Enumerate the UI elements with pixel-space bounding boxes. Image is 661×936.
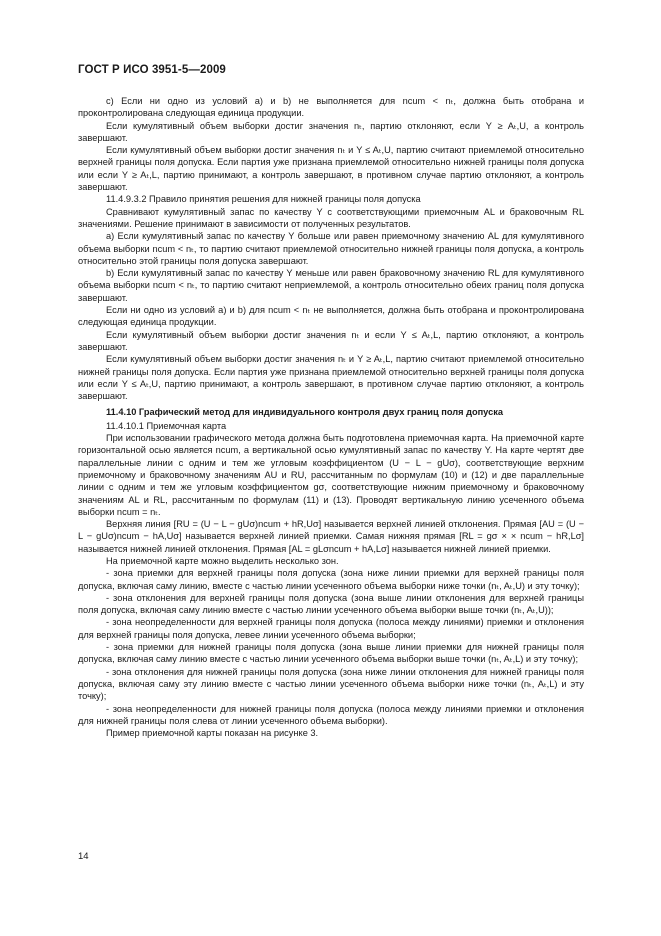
paragraph: Если кумулятивный объем выборки достиг значения nₜ, партию отклоняют, если Y ≥ Aₜ,U, а контроль завершают. xyxy=(78,120,584,143)
subsection-title: 11.4.10.1 Приемочная карта xyxy=(106,420,227,431)
paragraph: b) Если кумулятивный запас по качеству Y меньше или равен браковочному значению RL для кумулятивного объема выборки nсum < nₜ, то партию считают неприемлемой, а контроль относительно обеих границ поля допуска завершают. xyxy=(78,268,584,303)
paragraph: На приемочной карте можно выделить несколько зон. xyxy=(106,555,339,566)
page-number: 14 xyxy=(78,851,89,862)
paragraph: Если кумулятивный объем выборки достиг значения nₜ и если Y ≤ Aₜ,L, партию отклоняют, а контроль завершают. xyxy=(78,329,584,352)
paragraph: a) Если кумулятивный запас по качеству Y больше или равен приемочному значению AL для кумулятивного объема выборки nсum < nₜ, то партию считают приемлемой относительно нижней границы поля допуска, а контроль относительно этой границы поля допуска завершают. xyxy=(78,231,584,266)
document-body xyxy=(78,95,584,739)
paragraph: c) Если ни одно из условий a) и b) не выполняется для nсum < nₜ, должна быть отобрана и проконтролирована следующая единица продукции. xyxy=(78,96,584,119)
paragraph: Верхняя линия [RU = (U − L − gUσ)nсum + hR,Uσ] называется верхней линией отклонения. Прямая [AU = (U − L − gUσ)nсum − hA,Uσ] называется верхней линией приемки. Самая нижняя прямая [RL = gσ × × nсum − hR,Lσ] называется нижней линией отклонения. Прямая [AL = gLσnсum + hA,Lσ] называется нижней линией приемки. xyxy=(78,519,584,554)
paragraph: Пример приемочной карты показан на рисунке 3. xyxy=(106,728,319,739)
subsection-title: 11.4.9.3.2 Правило принятия решения для нижней границы поля допуска xyxy=(106,194,421,205)
document-header: ГОСТ Р ИСО 3951-5—2009 xyxy=(78,64,226,76)
paragraph: Если кумулятивный объем выборки достиг значения nₜ и Y ≤ Aₜ,U, партию считают приемлемой относительно верхней границы поля допуска. Если партия уже признана приемлемой относительно нижней границы поля допуска или если Y ≥ Aₜ,L, партию принимают, а контроль завершают, в противном случае партию отклоняют, а контроль завершают. xyxy=(78,145,584,193)
paragraph: Если ни одно из условий a) и b) для nсum < nₜ не выполняется, должна быть отобрана и проконтролирована следующая единица продукции. xyxy=(78,305,584,328)
list-item: - зона отклонения для нижней границы поля допуска (зона ниже линии отклонения для нижней границы поля допуска, включая саму эту линию вместе с частью линии усеченного объема выборки ниже точки (nₜ, Aₜ,L) и эту точку); xyxy=(78,666,584,702)
list-item: - зона неопределенности для нижней границы поля допуска (полоса между линиями приемки и отклонения для нижней границы поля слева от линии усеченного объема выборки). xyxy=(78,703,584,726)
paragraph: При использовании графического метода должна быть подготовлена приемочная карта. На приемочной карте горизонтальной осью является nсum, а вертикальной осью кумулятивный запас по качеству Y. На карте чертят две параллельные линии с одним и тем же угловым коэффициентом (U − L − gUσ), соответствующие верхним приемочному и браковочному значениям AU и RU, рассчитанным по формулам (10) и (12) и две параллельные линии с одним и тем же угловым коэффициентом gσ, соответствующие нижним приемочному и браковочному значениям AL и RL, рассчитанным по формулам (11) и (13). Проводят вертикальную линию усеченного объема выборки nсum = nₜ. xyxy=(78,433,584,517)
list-item: - зона приемки для верхней границы поля допуска (зона ниже линии приемки для верхней границы поля допуска, включая саму линию, вместе с частью линии усеченного объема выборки ниже точки (nₜ, Aₜ,U) и эту точку); xyxy=(78,568,584,591)
list-item: - зона приемки для нижней границы поля допуска (зона выше линии приемки для нижней границы поля допуска, включая саму линию вместе с частью линии усеченного объема выборки выше точки (nₜ, Aₜ,L) и эту точку); xyxy=(78,642,584,665)
list-item: - зона неопределенности для верхней границы поля допуска (полоса между линиями) приемки и отклонения для верхней границы поля допуска, левее линии усеченного объема выборки; xyxy=(78,617,584,640)
section-heading: 11.4.10 Графический метод для индивидуального контроля двух границ поля допуска xyxy=(106,407,504,418)
paragraph: Если кумулятивный объем выборки достиг значения nₜ и Y ≥ Aₜ,L, партию считают приемлемой относительно нижней границы поля допуска. Если партия уже признана приемлемой относительно верхней границы поля допуска или если Y ≤ Aₜ,U, партию принимают, а контроль завершают, в противном случае партию отклоняют, а контроль завершают. xyxy=(78,354,584,402)
paragraph: Сравнивают кумулятивный запас по качеству Y с соответствующими приемочным AL и браковочным RL значениями. Решение принимают в зависимости от полученных результатов. xyxy=(78,206,584,229)
list-item: - зона отклонения для верхней границы поля допуска (зона выше линии отклонения для верхней границы поля допуска, включая саму линию вместе с частью линии усеченного объема выборки выше точки (nₜ, Aₜ,U)); xyxy=(78,592,584,616)
